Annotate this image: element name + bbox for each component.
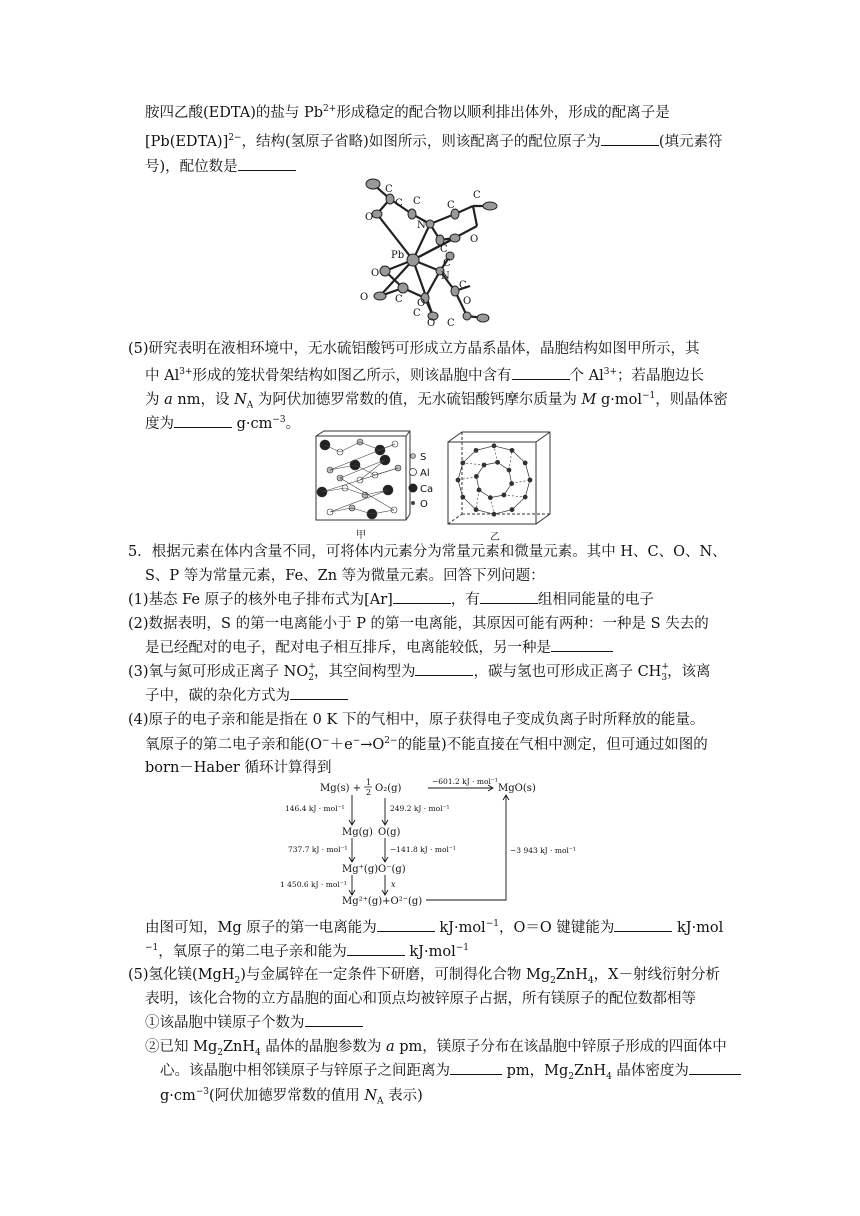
text-line: (1)基态 Fe 原子的核外电子排布式为[Ar] ，有 组相同能量的电子 (128, 592, 654, 608)
atom-label: O (470, 234, 479, 245)
atom-label: C (413, 308, 421, 319)
text-line: 心。该晶胞中相邻镁原子与锌原子之间距离为 pm，$Mg_2ZnH_4$ 晶体密度为 (160, 1064, 741, 1082)
text-line: $g\cdot cm^{-3}$(阿伏加德罗常数的值用 $N_A$ 表示) (160, 1087, 423, 1107)
al-atom (474, 474, 479, 479)
atom-label: C (395, 198, 403, 209)
lattice-energy-value: −3 943 kJ · mol⁻¹ (510, 846, 576, 855)
born-haber-cycle (280, 776, 590, 908)
text-line: ①该晶胞中镁原子个数为 (145, 1016, 363, 1031)
atom-label: Pb (391, 250, 405, 261)
al-atom (507, 468, 512, 473)
text-line: 胺四乙酸(EDTA)的盐与 $Pb^{2+}$形成稳定的配合物以顺利排出体外，形成的配离子是 (145, 104, 670, 121)
atom-label: C (440, 244, 448, 255)
text-line: ②已知 $Mg_2ZnH_4$ 晶体的晶胞参数为 a pm，镁原子分布在该晶胞中锌原子形成的四面体中 (145, 1039, 727, 1058)
al-atom (488, 495, 493, 500)
caption-b: 乙 (490, 532, 500, 542)
ea2-unknown: x (391, 880, 396, 889)
atom-label: O (417, 298, 426, 309)
o-gas: O(g) (378, 827, 401, 838)
text-line: (2)数据表明，S 的第一电离能小于 P 的第一电离能，其原因可能有两种：一种是 S 失去的 (128, 616, 709, 632)
o2-gas: O₂(g) (375, 783, 402, 794)
half-den: 2 (366, 788, 372, 797)
al-atom (509, 481, 514, 486)
text-line: 是已经配对的电子，配对电子相互排斥，电离能较低，另一种是 (145, 641, 613, 656)
dissociation-value: 249.2 kJ · mol⁻¹ (390, 804, 450, 813)
text-line: S、P 等为常量元素，Fe、Zn 等为微量元素。回答下列问题： (145, 568, 545, 584)
legend-marker-s (411, 454, 416, 459)
crystal-legend (409, 452, 434, 510)
ea1-value: −141.8 kJ · mol⁻¹ (390, 845, 456, 854)
atom-label: O (360, 292, 369, 303)
legend-marker-o (411, 501, 415, 505)
text-line: (5)研究表明在液相环境中，无水硫铝酸钙可形成立方晶系晶体，晶胞结构如图甲所示，其 (128, 341, 700, 357)
legend-marker-al (410, 469, 417, 476)
text-line: 度为 $g\cdot cm^{-3}$。 (145, 415, 301, 432)
crystal-atoms (317, 439, 401, 519)
text-line: (4)原子的电子亲和能是指在 0 K 下的气相中，原子获得电子变成负离子时所释放的能量。 (128, 712, 705, 728)
al-atom (492, 512, 497, 517)
ie1-value: 737.7 kJ · mol⁻¹ (288, 845, 348, 854)
text-line: (3)氧与氮可形成正离子 NO $_{+ 2}$，其空间构型为 ，碳与氢也可形成正离子 CH $_{+ 3}$，该离 (128, 661, 711, 683)
al-atom (474, 448, 479, 453)
al-atom (460, 461, 465, 466)
al-atom (477, 488, 482, 493)
atom-label: O (463, 296, 472, 307)
al-atom (460, 495, 465, 500)
al-atom (502, 493, 507, 498)
atom-label: N (417, 220, 426, 231)
atom-label: C (413, 196, 421, 207)
atom-label: O (365, 212, 374, 223)
atom-label: O (371, 268, 380, 279)
al-atom (510, 448, 515, 453)
al-cage (456, 443, 533, 516)
legend-label-s: S (420, 452, 427, 463)
al-atom (492, 443, 497, 448)
text-line: 中 $Al^{3+}$形成的笼状骨架结构如图乙所示，则该晶胞中含有 个 $Al^{3+}$；若晶胞边长 (145, 367, 704, 384)
al-atom (523, 495, 528, 500)
text-line: $^{-1}$，氧原子的第二电子亲和能为 kJ·mol$^{-1}$ (145, 943, 469, 960)
al-atom (482, 463, 487, 468)
atom-label: C (395, 294, 403, 305)
text-line: 由图可知，Mg 原子的第一电离能为 kJ·mol$^{-1}$，O＝O 键键能为 kJ·mol (145, 919, 724, 936)
text-line: 表明，该化合物的立方晶胞的面心和顶点均被锌原子占据，所有镁原子的配位数都相等 (145, 991, 696, 1007)
ie2-value: 1 450.6 kJ · mol⁻¹ (280, 880, 347, 889)
mg-solid: Mg(s) + (320, 783, 362, 794)
mg-plus-gas: Mg⁺(g) (342, 864, 379, 875)
legend-label-al: Al (420, 468, 430, 479)
crystal-cell-figure (310, 430, 560, 542)
al-atom (528, 478, 533, 483)
legend-marker-ca (409, 484, 418, 493)
al-atom (495, 460, 500, 465)
half-num: 1 (366, 778, 372, 787)
text-line: 氧原子的第二电子亲和能($O^-+e^-\to O^{2-}$的能量)不能直接在气相中测定，但可通过如图的 (145, 736, 708, 753)
text-line: 为 a nm，设 $N_A$ 为阿伏加德罗常数的值，无水硫铝酸钙摩尔质量为 M g·mol$^{-1}$，则晶体密 (145, 391, 728, 411)
text-line: [Pb(EDTA)]$^{2-}$，结构(氢原子省略)如图所示，则该配离子的配位原子为 (填元素符 (145, 133, 723, 150)
atom-label: C (447, 200, 455, 211)
mgo-solid: MgO(s) (498, 783, 536, 794)
text-line: (5)氢化镁(MgH$_2$)与金属锌在一定条件下研磨，可制得化合物 $Mg_2ZnH_4$，X－射线衍射分析 (128, 967, 720, 986)
legend-label-o: O (420, 499, 428, 510)
text-line: 5．根据元素在体内含量不同，可将体内元素分为常量元素和微量元素。其中 H、C、O、N、 (128, 544, 727, 560)
atom-label: N (441, 271, 450, 282)
al-atom (474, 507, 479, 512)
atom-label: C (385, 184, 393, 195)
lattice-formation-value: −601.2 kJ · mol⁻¹ (432, 777, 498, 786)
edta-structure-figure (355, 176, 505, 328)
text-line: born－Haber 循环计算得到 (145, 760, 332, 776)
legend-label-ca: Ca (420, 484, 434, 495)
al-atom (523, 461, 528, 466)
al-atom (456, 478, 461, 483)
atom-label: C (447, 318, 455, 328)
text-line: 子中，碳的杂化方式为 (145, 689, 348, 704)
mg-gas: Mg(g) (342, 827, 373, 838)
atom-label: C (443, 258, 451, 269)
ions-gas: Mg²⁺(g)+O²⁻(g) (342, 896, 423, 907)
caption-a: 甲 (356, 530, 366, 541)
text-line: 号)，配位数是 (145, 160, 296, 175)
o-minus-gas: O⁻(g) (378, 864, 406, 875)
atom-label: O (427, 318, 436, 328)
sublimation-value: 146.4 kJ · mol⁻¹ (285, 804, 345, 813)
al-atom (510, 507, 515, 512)
atom-label: C (459, 280, 467, 291)
atom-label: C (473, 190, 481, 201)
